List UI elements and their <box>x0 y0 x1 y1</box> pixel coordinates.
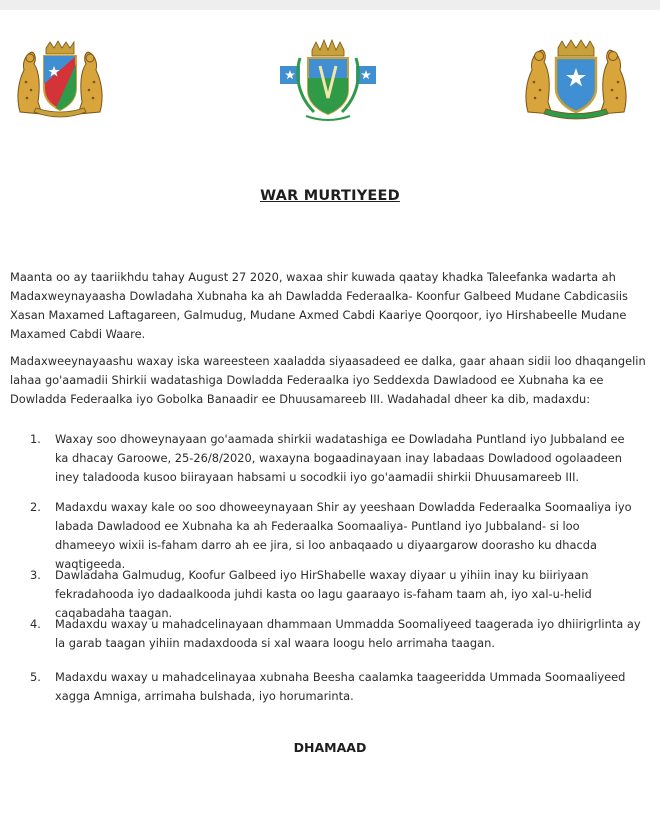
context-paragraph: Madaxweeynayaashu waxay iska wareesteen xaaladda siyaasadeed ee dalka, gaar ahaan sidii loo dhaqangelin lahaa go'aamadii Shirkii wadatashiga Dowladda Federaalka iyo Seddexda Dawladood ee Xubnaha ka ee Dowladda Federaalka iyo Gobolka Banaadir ee Dhuusamareeb III. Wadahadal dheer ka dib, madaxdu: <box>10 354 646 406</box>
document-title: WAR MURTIYEED <box>260 188 400 204</box>
intro-paragraph: Maanta oo ay taariikhdu tahay August 27 2020, waxaa shir kuwada qaatay khadka Taleefanka wadarta ah Madaxweynayaasha Dowladaha Xubnaha ka ah Dawladda Federaalka- Koonfur Galbeed Mudane Cabdicasiis Xasan Maxamed Laftagareen, Galmudug, Mudane Axmed Cabdi Kaariye Qoorqoor, iyo Hirshabeelle Mudane Maxamed Cabdi Waare. <box>10 270 628 341</box>
list-item-number: 5. <box>30 670 41 684</box>
list-item-text: Madaxdu waxay u mahadcelinayaa xubnaha Beesha caalamka taageeridda Ummada Soomaaliyeed xagga Amniga, arrimaha bulshada, iyo horumarinta. <box>55 670 626 703</box>
list-item-number: 3. <box>30 568 41 582</box>
list-item-number: 4. <box>30 617 41 631</box>
top-strip <box>0 0 660 10</box>
list-item-text: Madaxdu waxay kale oo soo dhoweeynayaan Shir ay yeeshaan Dowladda Federaalka Soomaaliya iyo labada Dawladood ee Xubnaha ka ah Federaalka Soomaaliya- Puntland iyo Jubbaland- si loo dhameeyo wixii is-faham darro ah ee jira, si loo anbaqaado u diyaargarow doorasho ku dhacda waqtigeeda. <box>55 500 632 571</box>
state-emblem-center-icon <box>278 38 378 122</box>
list-item-text: Madaxdu waxay u mahadcelinayaan dhammaan Ummadda Soomaliyeed taagerada iyo dhiirigrlinta ay la garab taagan yihiin madaxdooda si xal waara loogu helo arrimaha taagan. <box>55 617 641 650</box>
closing-text: DHAMAAD <box>293 740 367 755</box>
state-emblem-left-icon <box>12 38 108 122</box>
list-item-number: 2. <box>30 500 41 514</box>
list-item-text: Dawladaha Galmudug, Koofur Galbeed iyo HirShabelle waxay diyaar u yihiin inay ku biiriyaan fekradahooda iyo dadaalkooda juhdi kasta oo lagu gaaraayo is-faham taam ah, iyo xal-u-helid caqabadaha taagan. <box>55 568 592 620</box>
list-item-number: 1. <box>30 432 41 446</box>
list-item-text: Waxay soo dhoweynayaan go'aamada shirkii wadatashiga ee Dowladaha Puntland iyo Jubbaland ee ka dhacay Garoowe, 25-26/8/2020, waxayna bogaadinayaan inay labadaas Dowladood ogolaadeen iney taladooda kusoo biirayaan habsami u socodkii iyo go'aamadii shirkii Dhuusamareeb III. <box>55 432 625 484</box>
national-emblem-right-icon <box>520 38 632 122</box>
